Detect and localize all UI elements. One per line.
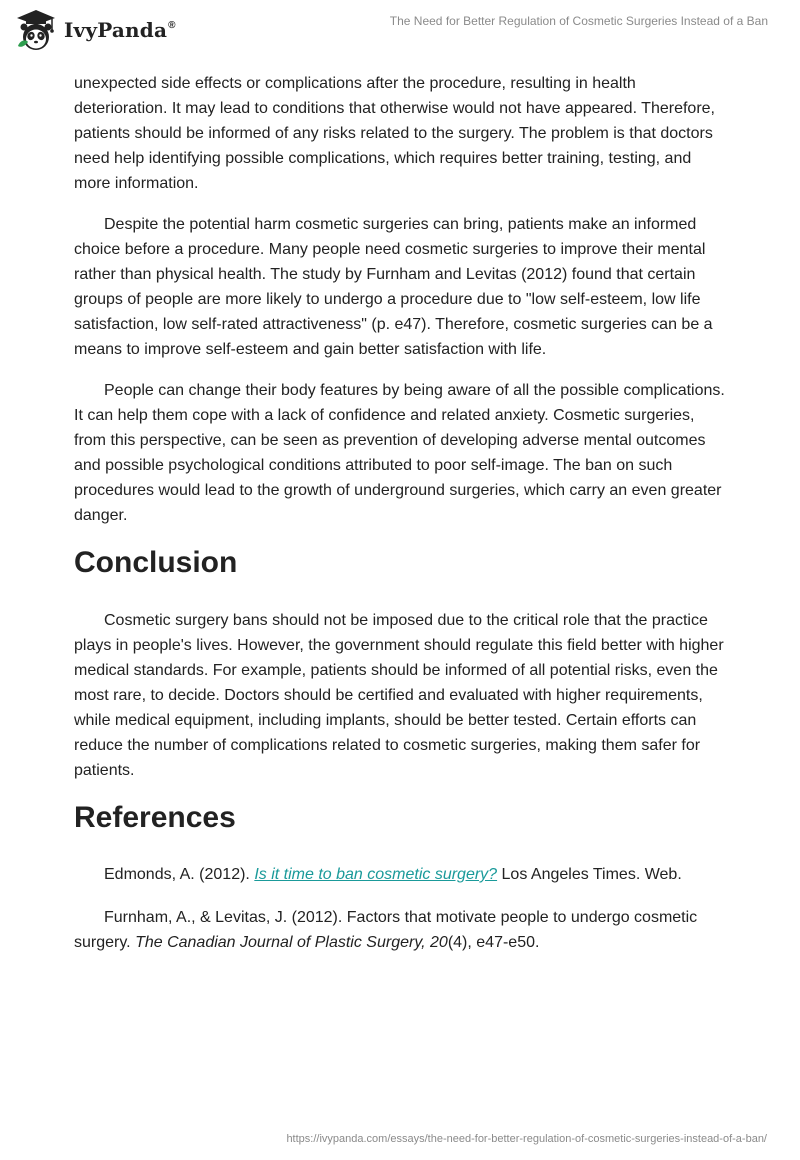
reference-author: Furnham, A., & Levitas, J. (2012). Factors that motivate people to undergo cosmetic surgery. xyxy=(74,909,698,951)
conclusion-heading: Conclusion xyxy=(74,546,238,579)
reference-item xyxy=(74,905,730,955)
reference-item xyxy=(74,862,730,887)
logo-brand: IvyPanda xyxy=(64,18,168,42)
references-heading: References xyxy=(74,801,236,834)
reference-link[interactable]: Is it time to ban cosmetic surgery? xyxy=(254,866,498,883)
reference-source: (4), e47-e50. xyxy=(447,934,540,951)
body-paragraph: unexpected side effects or complications after the procedure, resulting in health deterioration. It may lead to conditions that otherwise would not have appeared. Therefore, patients should be informed of any risks related to the surgery. The problem is that doctors need help identifying possible complications, which requires better training, testing, and more information. xyxy=(74,75,715,192)
document-title: The Need for Better Regulation of Cosmetic Surgeries Instead of a Ban xyxy=(389,14,768,28)
panda-graduate-icon xyxy=(14,8,58,52)
essay-content xyxy=(74,71,730,973)
footer-url[interactable]: https://ivypanda.com/essays/the-need-for-better-regulation-of-cosmetic-surgeries-instead-of-a-ban/ xyxy=(286,1133,767,1145)
reference-journal: The Canadian Journal of Plastic Surgery, 20 xyxy=(135,934,448,951)
body-paragraph: Despite the potential harm cosmetic surgeries can bring, patients make an informed choice before a procedure. Many people need cosmetic surgeries to improve their mental rather than physical health. The study by Furnham and Levitas (2012) found that certain groups of people are more likely to undergo a procedure due to "low self-esteem, low life satisfaction, low self-rated attractiveness" (p. e47). Therefore, cosmetic surgeries can be a means to improve self-esteem and gain better satisfaction with life. xyxy=(74,216,713,358)
reference-author: Edmonds, A. (2012). xyxy=(104,866,250,883)
page-header xyxy=(0,0,800,66)
ivypanda-logo[interactable] xyxy=(14,8,176,52)
body-paragraph: People can change their body features by being aware of all the possible complications. It can help them cope with a lack of confidence and related anxiety. Cosmetic surgeries, from this perspective, can be seen as prevention of developing adverse mental outcomes and possible psychological conditions attributed to poor self-image. The ban on such procedures would lead to the growth of underground surgeries, which carry an even greater danger. xyxy=(74,382,725,524)
reference-source: Los Angeles Times. Web. xyxy=(501,866,682,883)
logo-text xyxy=(64,18,176,42)
conclusion-paragraph: Cosmetic surgery bans should not be imposed due to the critical role that the practice plays in people's lives. However, the government should regulate this field better with higher medical standards. For example, patients should be informed of all potential risks, even the most rare, to decide. Doctors should be certified and evaluated with higher requirements, while medical equipment, including implants, should be better tested. Certain efforts can reduce the number of complications related to cosmetic surgeries, making them safer for patients. xyxy=(74,612,724,779)
registered-mark: ® xyxy=(168,20,176,31)
